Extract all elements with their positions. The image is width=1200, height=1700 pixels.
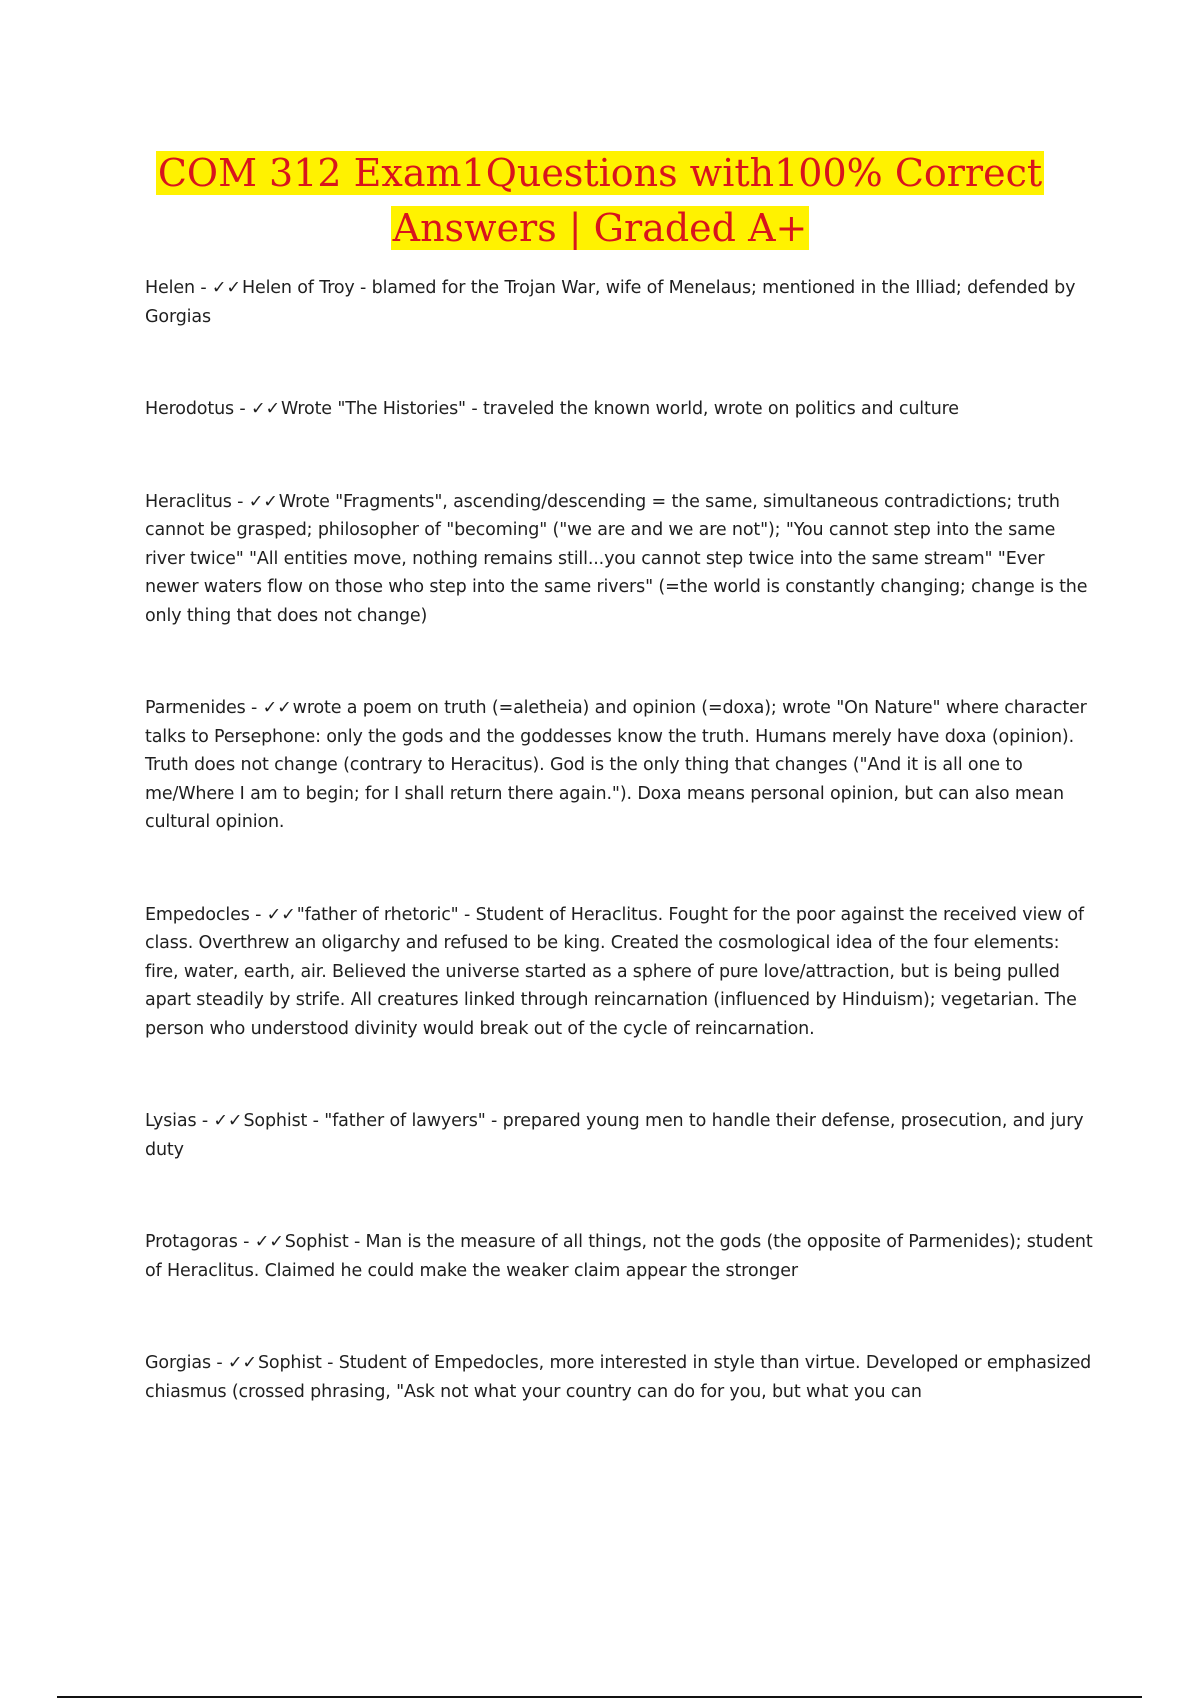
title-line-2: Answers | Graded A+: [392, 206, 808, 250]
entry-term: Lysias -: [145, 1111, 213, 1131]
entry-definition: Wrote "The Histories" - traveled the known world, wrote on politics and culture: [281, 399, 959, 419]
entry-term: Protagoras -: [145, 1232, 255, 1252]
check-icon: ✓✓: [248, 491, 278, 512]
check-icon: ✓✓: [266, 904, 296, 925]
page-bottom-divider: [57, 1696, 1142, 1698]
qa-list: [145, 274, 1095, 1470]
check-icon: ✓✓: [227, 1353, 257, 1373]
entry-definition: Sophist - Student of Empedocles, more interested in style than virtue. Developed or emphasized chiasmus (crossed phrasing, "Ask not what your country can do for you, but what you can: [145, 1353, 1092, 1402]
qa-entry: [145, 274, 1095, 331]
entry-definition: Sophist - "father of lawyers" - prepared young men to handle their defense, prosecution, and jury duty: [145, 1111, 1084, 1160]
qa-entry: [145, 395, 1095, 424]
entry-definition: Helen of Troy - blamed for the Trojan War, wife of Menelaus; mentioned in the Illiad; defended by Gorgias: [145, 278, 1076, 327]
qa-entry: [145, 1349, 1095, 1406]
check-icon: ✓✓: [262, 698, 292, 718]
entry-definition: wrote a poem on truth (=aletheia) and opinion (=doxa); wrote "On Nature" where character talks to Persephone: only the gods and the goddesses know the truth. Humans merely have doxa (opinion). Truth does not change (contrary to Heracitus). God is the only thing that changes ("And it is all one to me/Where I am to begin; for I shall return there again."). Doxa means personal opinion, but can also mean cultural opinion.: [145, 698, 1087, 832]
title-line-1: COM 312 Exam1Questions with100% Correct: [157, 151, 1043, 195]
entry-definition: Wrote "Fragments", ascending/descending = the same, simultaneous contradictions; truth cannot be grasped; philosopher of "becoming" ("we are and we are not"); "You cannot step into the same river twice" "All entities move, nothing remains still...you cannot step twice into the same stream" "Ever newer waters flow on those who step into the same rivers" (=the world is constantly changing; change is the only thing that does not change): [145, 491, 1088, 626]
entry-term: Heraclitus -: [145, 492, 249, 512]
check-icon: ✓✓: [211, 278, 241, 298]
check-icon: ✓✓: [213, 1111, 243, 1131]
qa-entry: [145, 1228, 1095, 1285]
entry-term: Herodotus -: [145, 399, 251, 419]
document-title: [100, 146, 1100, 256]
qa-entry: [145, 901, 1095, 1044]
check-icon: ✓✓: [250, 399, 281, 419]
entry-term: Empedocles -: [145, 905, 267, 925]
entry-term: Parmenides -: [145, 698, 263, 718]
entry-definition: "father of rhetoric" - Student of Heraclitus. Fought for the poor against the received view of class. Overthrew an oligarchy and refused to be king. Created the cosmological idea of the four elements: fire, water, earth, air. Believed the universe started as a sphere of pure love/attraction, but is being pulled apart steadily by strife. All creatures linked through reincarnation (influenced by Hinduism); vegetarian. The person who understood divinity would break out of the cycle of reincarnation.: [145, 904, 1084, 1039]
qa-entry: [145, 488, 1095, 631]
entry-term: Helen -: [145, 278, 212, 298]
qa-entry: [145, 1107, 1095, 1164]
check-icon: ✓✓: [254, 1232, 284, 1252]
qa-entry: [145, 694, 1095, 837]
entry-term: Gorgias -: [145, 1353, 228, 1373]
entry-definition: Sophist - Man is the measure of all things, not the gods (the opposite of Parmenides); student of Heraclitus. Claimed he could make the weaker claim appear the stronger: [145, 1232, 1093, 1281]
